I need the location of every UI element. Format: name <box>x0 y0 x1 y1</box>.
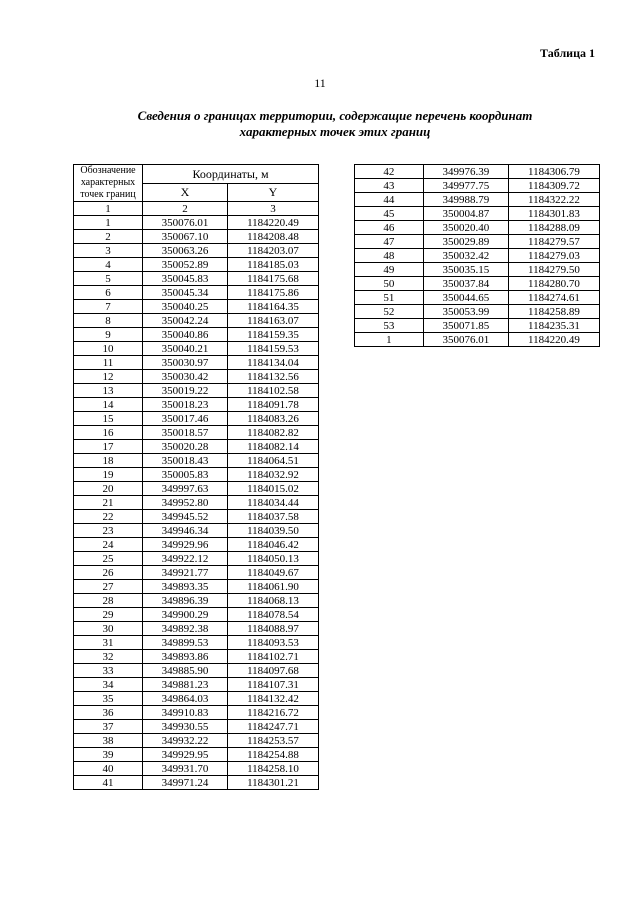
y-coordinate: 1184088.97 <box>228 622 319 636</box>
x-coordinate: 350030.97 <box>143 356 228 370</box>
x-coordinate: 350029.89 <box>423 235 508 249</box>
table-row <box>355 263 600 277</box>
y-coordinate: 1184046.42 <box>228 538 319 552</box>
x-coordinate: 349945.52 <box>143 510 228 524</box>
x-coordinate: 349893.35 <box>143 580 228 594</box>
x-coordinate: 350044.65 <box>423 291 508 305</box>
x-coordinate: 349900.29 <box>143 608 228 622</box>
x-coordinate: 350020.40 <box>423 221 508 235</box>
y-coordinate: 1184253.57 <box>228 734 319 748</box>
y-coordinate: 1184274.61 <box>508 291 599 305</box>
point-number: 32 <box>74 650 143 664</box>
table-row <box>74 636 319 650</box>
point-number: 18 <box>74 454 143 468</box>
x-coordinate: 350018.57 <box>143 426 228 440</box>
point-number: 14 <box>74 398 143 412</box>
coordinates-table-right <box>354 164 600 347</box>
table-row <box>74 258 319 272</box>
point-number: 1 <box>74 216 143 230</box>
y-coordinate: 1184083.26 <box>228 412 319 426</box>
table-row <box>355 277 600 291</box>
x-coordinate: 350063.26 <box>143 244 228 258</box>
y-coordinate: 1184175.68 <box>228 272 319 286</box>
x-coordinate: 349997.63 <box>143 482 228 496</box>
x-coordinate: 350040.86 <box>143 328 228 342</box>
x-coordinate: 349952.80 <box>143 496 228 510</box>
table-row <box>74 314 319 328</box>
x-coordinate: 350032.42 <box>423 249 508 263</box>
point-number: 31 <box>74 636 143 650</box>
table-row <box>74 580 319 594</box>
x-coordinate: 350076.01 <box>143 216 228 230</box>
y-coordinate: 1184015.02 <box>228 482 319 496</box>
table-row <box>74 342 319 356</box>
x-header: X <box>143 183 228 202</box>
point-number: 19 <box>74 468 143 482</box>
x-coordinate: 350045.34 <box>143 286 228 300</box>
table-row <box>355 193 600 207</box>
table-row <box>355 333 600 347</box>
point-number: 9 <box>74 328 143 342</box>
point-number: 17 <box>74 440 143 454</box>
point-number: 43 <box>355 179 424 193</box>
x-coordinate: 349932.22 <box>143 734 228 748</box>
table-row <box>74 482 319 496</box>
page-number: 11 <box>314 76 326 90</box>
table-row <box>355 291 600 305</box>
y-coordinate: 1184279.03 <box>508 249 599 263</box>
point-number: 13 <box>74 384 143 398</box>
point-number: 1 <box>355 333 424 347</box>
page-heading: Сведения о границах территории, содержащие перечень координат характерных точек этих границ <box>137 108 533 139</box>
table-row <box>74 622 319 636</box>
x-coordinate: 349899.53 <box>143 636 228 650</box>
x-coordinate: 350030.42 <box>143 370 228 384</box>
y-coordinate: 1184216.72 <box>228 706 319 720</box>
x-coordinate: 349864.03 <box>143 692 228 706</box>
column-number-2: 2 <box>143 202 228 216</box>
x-coordinate: 350042.24 <box>143 314 228 328</box>
y-coordinate: 1184220.49 <box>228 216 319 230</box>
x-coordinate: 350052.89 <box>143 258 228 272</box>
table-row <box>355 235 600 249</box>
point-number: 40 <box>74 762 143 776</box>
left-table-body <box>74 216 319 790</box>
y-coordinate: 1184159.53 <box>228 342 319 356</box>
point-number: 47 <box>355 235 424 249</box>
point-number: 41 <box>74 776 143 790</box>
x-coordinate: 349988.79 <box>423 193 508 207</box>
point-number: 22 <box>74 510 143 524</box>
coordinates-header: Координаты, м <box>143 165 319 184</box>
point-number: 26 <box>74 566 143 580</box>
table-row <box>74 356 319 370</box>
x-coordinate: 350045.83 <box>143 272 228 286</box>
y-coordinate: 1184208.48 <box>228 230 319 244</box>
point-number: 2 <box>74 230 143 244</box>
table-row <box>74 538 319 552</box>
x-coordinate: 350020.28 <box>143 440 228 454</box>
y-coordinate: 1184132.42 <box>228 692 319 706</box>
y-coordinate: 1184102.71 <box>228 650 319 664</box>
y-coordinate: 1184235.31 <box>508 319 599 333</box>
point-number: 3 <box>74 244 143 258</box>
y-coordinate: 1184309.72 <box>508 179 599 193</box>
y-coordinate: 1184163.07 <box>228 314 319 328</box>
point-number: 44 <box>355 193 424 207</box>
point-number: 42 <box>355 165 424 179</box>
x-coordinate: 350018.43 <box>143 454 228 468</box>
table-row <box>355 319 600 333</box>
point-number: 53 <box>355 319 424 333</box>
y-coordinate: 1184034.44 <box>228 496 319 510</box>
point-number: 5 <box>74 272 143 286</box>
y-coordinate: 1184049.67 <box>228 566 319 580</box>
column-number-1: 1 <box>74 202 143 216</box>
column-number-3: 3 <box>228 202 319 216</box>
y-coordinate: 1184102.58 <box>228 384 319 398</box>
table-row <box>74 510 319 524</box>
y-coordinate: 1184082.14 <box>228 440 319 454</box>
point-number: 49 <box>355 263 424 277</box>
x-coordinate: 350035.15 <box>423 263 508 277</box>
x-coordinate: 350067.10 <box>143 230 228 244</box>
point-number: 25 <box>74 552 143 566</box>
point-number: 37 <box>74 720 143 734</box>
y-coordinate: 1184032.92 <box>228 468 319 482</box>
table-row <box>74 426 319 440</box>
y-coordinate: 1184258.89 <box>508 305 599 319</box>
x-coordinate: 349931.70 <box>143 762 228 776</box>
x-coordinate: 350076.01 <box>423 333 508 347</box>
table-row <box>74 678 319 692</box>
point-number: 21 <box>74 496 143 510</box>
point-number: 30 <box>74 622 143 636</box>
point-number: 16 <box>74 426 143 440</box>
table-row <box>74 370 319 384</box>
table-row <box>74 706 319 720</box>
point-number: 52 <box>355 305 424 319</box>
table-row <box>74 230 319 244</box>
y-coordinate: 1184107.31 <box>228 678 319 692</box>
y-coordinate: 1184050.13 <box>228 552 319 566</box>
point-number: 33 <box>74 664 143 678</box>
table-row <box>74 664 319 678</box>
table-row <box>74 734 319 748</box>
y-coordinate: 1184039.50 <box>228 524 319 538</box>
table-label: Таблица 1 <box>540 46 595 60</box>
y-coordinate: 1184279.50 <box>508 263 599 277</box>
table-row <box>74 776 319 790</box>
table-row <box>355 221 600 235</box>
table-row <box>74 566 319 580</box>
y-coordinate: 1184093.53 <box>228 636 319 650</box>
x-coordinate: 349922.12 <box>143 552 228 566</box>
x-coordinate: 349885.90 <box>143 664 228 678</box>
y-coordinate: 1184061.90 <box>228 580 319 594</box>
table-row <box>74 496 319 510</box>
point-number: 51 <box>355 291 424 305</box>
table-row <box>74 468 319 482</box>
right-table-body <box>355 165 600 347</box>
table-row <box>74 300 319 314</box>
x-coordinate: 349881.23 <box>143 678 228 692</box>
y-header: Y <box>228 183 319 202</box>
y-coordinate: 1184037.58 <box>228 510 319 524</box>
point-number: 39 <box>74 748 143 762</box>
table-row <box>74 328 319 342</box>
y-coordinate: 1184175.86 <box>228 286 319 300</box>
point-number: 45 <box>355 207 424 221</box>
table-row <box>74 720 319 734</box>
table-row <box>74 692 319 706</box>
y-coordinate: 1184322.22 <box>508 193 599 207</box>
point-number: 20 <box>74 482 143 496</box>
table-row <box>74 244 319 258</box>
y-coordinate: 1184185.03 <box>228 258 319 272</box>
y-coordinate: 1184301.83 <box>508 207 599 221</box>
point-number: 8 <box>74 314 143 328</box>
table-row <box>74 384 319 398</box>
x-coordinate: 350005.83 <box>143 468 228 482</box>
point-number: 46 <box>355 221 424 235</box>
table-row <box>355 249 600 263</box>
x-coordinate: 350040.25 <box>143 300 228 314</box>
table-row <box>74 608 319 622</box>
table-row <box>355 207 600 221</box>
point-number: 12 <box>74 370 143 384</box>
x-coordinate: 349946.34 <box>143 524 228 538</box>
point-number: 50 <box>355 277 424 291</box>
point-number: 48 <box>355 249 424 263</box>
designation-header: Обозначение характерных точек границ <box>74 165 143 202</box>
y-coordinate: 1184082.82 <box>228 426 319 440</box>
y-coordinate: 1184288.09 <box>508 221 599 235</box>
x-coordinate: 349971.24 <box>143 776 228 790</box>
point-number: 7 <box>74 300 143 314</box>
table-row <box>74 398 319 412</box>
y-coordinate: 1184064.51 <box>228 454 319 468</box>
y-coordinate: 1184203.07 <box>228 244 319 258</box>
x-coordinate: 349893.86 <box>143 650 228 664</box>
table-row <box>74 216 319 230</box>
table-row <box>74 412 319 426</box>
x-coordinate: 349921.77 <box>143 566 228 580</box>
x-coordinate: 350019.22 <box>143 384 228 398</box>
table-row <box>74 762 319 776</box>
point-number: 38 <box>74 734 143 748</box>
x-coordinate: 350053.99 <box>423 305 508 319</box>
y-coordinate: 1184254.88 <box>228 748 319 762</box>
x-coordinate: 350004.87 <box>423 207 508 221</box>
y-coordinate: 1184280.70 <box>508 277 599 291</box>
table-row <box>355 165 600 179</box>
table-row <box>74 552 319 566</box>
y-coordinate: 1184279.57 <box>508 235 599 249</box>
x-coordinate: 349976.39 <box>423 165 508 179</box>
y-coordinate: 1184159.35 <box>228 328 319 342</box>
point-number: 27 <box>74 580 143 594</box>
table-row <box>74 454 319 468</box>
x-coordinate: 349892.38 <box>143 622 228 636</box>
point-number: 11 <box>74 356 143 370</box>
coordinates-table-left <box>73 164 319 790</box>
table-row <box>74 440 319 454</box>
x-coordinate: 349910.83 <box>143 706 228 720</box>
point-number: 4 <box>74 258 143 272</box>
x-coordinate: 350040.21 <box>143 342 228 356</box>
point-number: 34 <box>74 678 143 692</box>
y-coordinate: 1184301.21 <box>228 776 319 790</box>
y-coordinate: 1184247.71 <box>228 720 319 734</box>
point-number: 36 <box>74 706 143 720</box>
y-coordinate: 1184078.54 <box>228 608 319 622</box>
point-number: 10 <box>74 342 143 356</box>
x-coordinate: 349929.96 <box>143 538 228 552</box>
x-coordinate: 350018.23 <box>143 398 228 412</box>
x-coordinate: 349896.39 <box>143 594 228 608</box>
point-number: 24 <box>74 538 143 552</box>
table-row <box>74 650 319 664</box>
y-coordinate: 1184134.04 <box>228 356 319 370</box>
table-row <box>74 748 319 762</box>
point-number: 35 <box>74 692 143 706</box>
x-coordinate: 350071.85 <box>423 319 508 333</box>
y-coordinate: 1184258.10 <box>228 762 319 776</box>
x-coordinate: 350037.84 <box>423 277 508 291</box>
table-row <box>355 305 600 319</box>
point-number: 15 <box>74 412 143 426</box>
x-coordinate: 349929.95 <box>143 748 228 762</box>
y-coordinate: 1184164.35 <box>228 300 319 314</box>
table-row <box>74 272 319 286</box>
table-row <box>74 594 319 608</box>
table-row <box>74 524 319 538</box>
y-coordinate: 1184220.49 <box>508 333 599 347</box>
table-row <box>74 286 319 300</box>
x-coordinate: 349977.75 <box>423 179 508 193</box>
table-row <box>355 179 600 193</box>
y-coordinate: 1184091.78 <box>228 398 319 412</box>
x-coordinate: 349930.55 <box>143 720 228 734</box>
point-number: 6 <box>74 286 143 300</box>
x-coordinate: 350017.46 <box>143 412 228 426</box>
y-coordinate: 1184097.68 <box>228 664 319 678</box>
y-coordinate: 1184306.79 <box>508 165 599 179</box>
y-coordinate: 1184132.56 <box>228 370 319 384</box>
point-number: 29 <box>74 608 143 622</box>
point-number: 23 <box>74 524 143 538</box>
y-coordinate: 1184068.13 <box>228 594 319 608</box>
point-number: 28 <box>74 594 143 608</box>
